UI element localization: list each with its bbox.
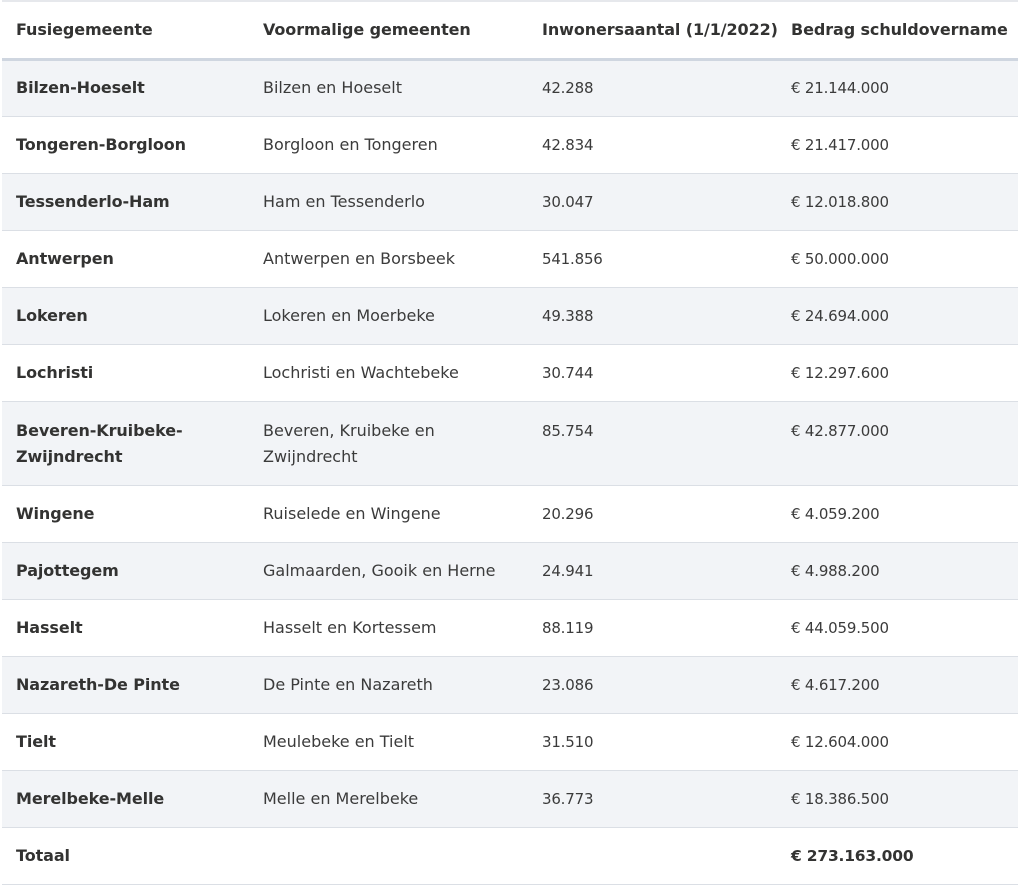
bedrag-cell: € 42.877.000 [791, 421, 889, 440]
fusiegemeente-cell: Nazareth-De Pinte [16, 674, 180, 694]
total-label: Totaal [16, 845, 70, 865]
table-row [2, 116, 1018, 173]
fusiegemeente-cell: Beveren-Kruibeke-Zwijndrecht [16, 420, 183, 466]
bedrag-cell: € 4.988.200 [791, 561, 880, 580]
voormalige-gemeenten-cell: Ruiselede en Wingene [263, 503, 441, 523]
fusiegemeente-cell: Tessenderlo-Ham [16, 191, 170, 211]
voormalige-gemeenten-cell: Lokeren en Moerbeke [263, 305, 435, 325]
voormalige-gemeenten-cell: De Pinte en Nazareth [263, 674, 433, 694]
fusiegemeente-cell: Tielt [16, 731, 56, 751]
empty-cell [249, 827, 528, 884]
fusiegemeente-cell: Hasselt [16, 617, 83, 637]
table-row [2, 401, 1018, 485]
voormalige-gemeenten-cell: Antwerpen en Borsbeek [263, 248, 455, 268]
table-row [2, 173, 1018, 230]
fusiegemeente-cell: Pajottegem [16, 560, 119, 580]
bedrag-cell: € 12.297.600 [791, 363, 889, 382]
voormalige-gemeenten-cell: Melle en Merelbeke [263, 788, 419, 808]
inwonersaantal-cell: 541.856 [542, 249, 603, 268]
table-body [2, 59, 1018, 884]
inwonersaantal-cell: 36.773 [542, 789, 594, 808]
inwonersaantal-cell: 42.288 [542, 79, 594, 97]
empty-cell [528, 827, 777, 884]
fusiegemeente-cell: Wingene [16, 503, 95, 523]
fusiegemeente-cell: Bilzen-Hoeselt [16, 78, 145, 97]
bedrag-cell: € 50.000.000 [791, 249, 889, 268]
inwonersaantal-cell: 31.510 [542, 732, 594, 751]
inwonersaantal-cell: 49.388 [542, 306, 594, 325]
inwonersaantal-cell: 30.744 [542, 363, 594, 382]
inwonersaantal-cell: 20.296 [542, 504, 594, 523]
bedrag-cell: € 4.059.200 [791, 504, 880, 523]
bedrag-cell: € 24.694.000 [791, 306, 889, 325]
voormalige-gemeenten-cell: Bilzen en Hoeselt [263, 78, 402, 97]
fusiegemeente-cell: Lokeren [16, 305, 88, 325]
table-header [2, 1, 1018, 59]
voormalige-gemeenten-cell: Ham en Tessenderlo [263, 191, 425, 211]
voormalige-gemeenten-cell: Galmaarden, Gooik en Herne [263, 560, 496, 580]
fusiegemeente-cell: Lochristi [16, 362, 94, 382]
table-row [2, 485, 1018, 542]
voormalige-gemeenten-cell: Lochristi en Wachtebeke [263, 362, 459, 382]
fusiegemeente-cell: Merelbeke-Melle [16, 788, 165, 808]
bedrag-cell: € 21.144.000 [791, 79, 889, 97]
voormalige-gemeenten-cell: Borgloon en Tongeren [263, 134, 438, 154]
table-row [2, 59, 1018, 116]
table-row [2, 344, 1018, 401]
bedrag-cell: € 44.059.500 [791, 618, 889, 637]
inwonersaantal-cell: 23.086 [542, 675, 594, 694]
inwonersaantal-cell: 85.754 [542, 421, 594, 440]
total-row [2, 827, 1018, 884]
column-header-voormalige-gemeenten: Voormalige gemeenten [263, 20, 471, 40]
bedrag-cell: € 12.604.000 [791, 732, 889, 751]
voormalige-gemeenten-cell: Meulebeke en Tielt [263, 731, 415, 751]
inwonersaantal-cell: 88.119 [542, 618, 594, 637]
column-header-inwonersaantal: Inwonersaantal (1/1/2022) [542, 20, 778, 40]
header-row [2, 1, 1018, 59]
fusion-municipalities-table [2, 0, 1018, 885]
voormalige-gemeenten-cell: Hasselt en Kortessem [263, 617, 437, 637]
column-header-fusiegemeente: Fusiegemeente [16, 20, 153, 40]
inwonersaantal-cell: 30.047 [542, 192, 594, 211]
bedrag-cell: € 18.386.500 [791, 789, 889, 808]
bedrag-cell: € 12.018.800 [791, 192, 889, 211]
fusiegemeente-cell: Tongeren-Borgloon [16, 134, 186, 154]
table-row [2, 656, 1018, 713]
table-row [2, 599, 1018, 656]
table-row [2, 770, 1018, 827]
inwonersaantal-cell: 42.834 [542, 135, 594, 154]
bedrag-cell: € 21.417.000 [791, 135, 889, 154]
table-row [2, 230, 1018, 287]
fusion-table-container [2, 0, 1018, 885]
table-row [2, 287, 1018, 344]
column-header-bedrag-schuldovername: Bedrag schuldovername [791, 20, 1008, 40]
table-row [2, 542, 1018, 599]
bedrag-cell: € 4.617.200 [791, 675, 880, 694]
voormalige-gemeenten-cell: Beveren, Kruibeke en Zwijndrecht [263, 420, 435, 466]
table-row [2, 713, 1018, 770]
total-amount: € 273.163.000 [791, 846, 914, 865]
inwonersaantal-cell: 24.941 [542, 561, 594, 580]
fusiegemeente-cell: Antwerpen [16, 248, 114, 268]
